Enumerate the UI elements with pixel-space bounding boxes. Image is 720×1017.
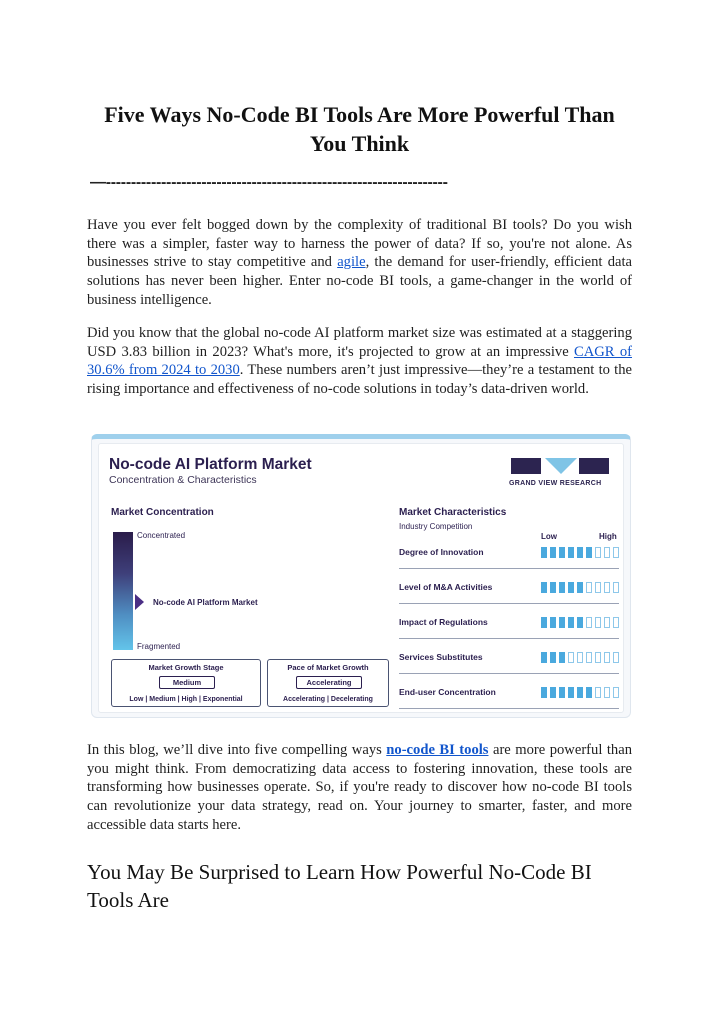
rating-segment-filled	[559, 687, 565, 698]
rating-segment-filled	[559, 547, 565, 558]
rating-segment-filled	[541, 547, 547, 558]
characteristic-label: Level of M&A Activities	[399, 582, 493, 592]
infographic-panel	[98, 443, 624, 713]
grand-view-research-logo	[509, 458, 609, 492]
market-characteristics-heading: Market Characteristics	[399, 507, 507, 518]
infographic-title: No-code AI Platform Market	[109, 456, 312, 473]
characteristic-label: Degree of Innovation	[399, 547, 484, 557]
market-position-label: No-code AI Platform Market	[153, 598, 258, 607]
p2-text-after: . These numbers aren’t just impressive—they’re a testament to the rising importance and effectiveness of no-code solutions in today’s data-driven world.	[87, 362, 632, 398]
rating-segment-filled	[559, 617, 565, 628]
blog-intro-paragraph	[87, 741, 632, 835]
intro-paragraph	[87, 216, 632, 310]
rating-segment-filled	[559, 652, 565, 663]
industry-competition-label: Industry Competition	[399, 522, 473, 531]
rating-segment-filled	[577, 617, 583, 628]
rating-segment-filled	[577, 582, 583, 593]
growth-stage-box	[111, 659, 261, 707]
characteristic-row	[399, 609, 619, 639]
cagr-link[interactable]: CAGR of 30.6% from 2024 to 2030	[87, 343, 632, 379]
rating-segment-filled	[577, 547, 583, 558]
growth-pace-heading: Pace of Market Growth	[287, 663, 369, 672]
characteristic-label: Services Substitutes	[399, 652, 483, 662]
rating-segment-filled	[577, 687, 583, 698]
rating-segment-filled	[550, 547, 556, 558]
rating-segment-filled	[550, 652, 556, 663]
rating-segment-filled	[550, 617, 556, 628]
logo-block-left	[511, 458, 541, 474]
logo-text: GRAND VIEW RESEARCH	[509, 480, 602, 487]
rating-segment-filled	[559, 582, 565, 593]
characteristic-row	[399, 679, 619, 709]
rating-segment-empty	[586, 582, 592, 593]
rating-segment-empty	[577, 652, 583, 663]
characteristic-rating	[541, 582, 619, 592]
high-label: High	[599, 532, 617, 541]
logo-block-right	[579, 458, 609, 474]
rating-segment-empty	[604, 582, 610, 593]
p1-text-after: , the demand for user-friendly, efficient data solutions has never been higher. Enter no-code BI tools, a game-changer in the world of business intelligence.	[87, 254, 632, 308]
rating-segment-filled	[586, 687, 592, 698]
characteristic-rating	[541, 687, 619, 697]
market-infographic	[91, 434, 631, 718]
rating-segment-empty	[613, 687, 619, 698]
divider-line: —--------------------------------------------------------------------	[90, 174, 448, 191]
rating-segment-empty	[613, 617, 619, 628]
characteristic-row	[399, 539, 619, 569]
rating-segment-empty	[595, 547, 601, 558]
rating-segment-filled	[568, 617, 574, 628]
concentration-gradient-bar	[113, 532, 133, 650]
rating-segment-filled	[550, 582, 556, 593]
p3-text-before: In this blog, we’ll dive into five compelling ways	[87, 742, 387, 758]
growth-pace-box	[267, 659, 389, 707]
growth-stage-heading: Market Growth Stage	[148, 663, 224, 672]
rating-segment-empty	[604, 547, 610, 558]
concentrated-label: Concentrated	[137, 531, 186, 540]
rating-segment-filled	[541, 652, 547, 663]
market-paragraph	[87, 324, 632, 399]
rating-segment-empty	[604, 687, 610, 698]
logo-triangle	[545, 458, 577, 474]
low-label: Low	[541, 532, 557, 541]
market-concentration-heading: Market Concentration	[111, 507, 214, 518]
growth-stage-value: Medium	[159, 676, 215, 689]
rating-segment-empty	[613, 582, 619, 593]
rating-segment-empty	[613, 652, 619, 663]
rating-segment-empty	[595, 652, 601, 663]
characteristic-rating	[541, 617, 619, 627]
rating-segment-filled	[568, 687, 574, 698]
characteristic-label: End-user Concentration	[399, 687, 496, 697]
growth-pace-options: Accelerating | Decelerating	[283, 696, 373, 703]
rating-segment-empty	[586, 652, 592, 663]
rating-segment-empty	[595, 687, 601, 698]
rating-segment-empty	[604, 652, 610, 663]
rating-segment-empty	[568, 652, 574, 663]
rating-segment-empty	[604, 617, 610, 628]
page-title: Five Ways No-Code BI Tools Are More Powerful Than You Think	[104, 102, 615, 156]
characteristic-row	[399, 644, 619, 674]
market-position-arrow-icon	[135, 594, 144, 610]
p3-text-after: are more powerful than you might think. From democratizing data access to fostering innovation, these tools are transforming how businesses operate. So, if you're ready to discover how no-code BI tools can revolutionize your data strategy, read on. Your journey to smarter, faster, and more accessible data starts here.	[87, 742, 632, 833]
rating-segment-empty	[595, 617, 601, 628]
rating-segment-filled	[541, 617, 547, 628]
characteristic-row	[399, 574, 619, 604]
rating-segment-filled	[541, 687, 547, 698]
growth-stage-options: Low | Medium | High | Exponential	[129, 696, 243, 703]
rating-segment-filled	[541, 582, 547, 593]
fragmented-label: Fragmented	[137, 642, 181, 651]
infographic-subtitle: Concentration & Characteristics	[109, 474, 257, 486]
section-heading: You May Be Surprised to Learn How Powerful No-Code BI Tools Are	[87, 860, 592, 912]
rating-segment-filled	[550, 687, 556, 698]
rating-segment-filled	[586, 547, 592, 558]
characteristic-label: Impact of Regulations	[399, 617, 488, 627]
rating-segment-empty	[586, 617, 592, 628]
characteristic-rating	[541, 547, 619, 557]
characteristic-rating	[541, 652, 619, 662]
p1-text-before: Have you ever felt bogged down by the complexity of traditional BI tools? Do you wish there was a simpler, faster way to harness the power of data? If so, you're not alone. As businesses strive to stay competitive and	[87, 217, 632, 271]
rating-segment-empty	[613, 547, 619, 558]
agile-link[interactable]: agile	[337, 254, 366, 271]
growth-pace-value: Accelerating	[296, 676, 362, 689]
no-code-bi-tools-link[interactable]: no-code BI tools	[386, 742, 489, 758]
p2-text-before: Did you know that the global no-code AI platform market size was estimated at a staggering USD 3.83 billion in 2023? What's more, it's projected to grow at an impressive	[87, 325, 632, 360]
rating-segment-filled	[568, 582, 574, 593]
rating-segment-filled	[568, 547, 574, 558]
rating-segment-empty	[595, 582, 601, 593]
